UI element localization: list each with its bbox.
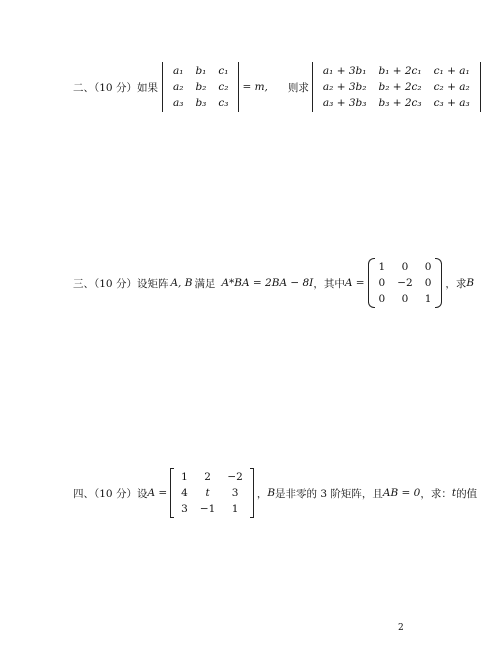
- cell: c₃: [218, 97, 229, 109]
- cell: −2: [227, 471, 243, 483]
- ab-zero: AB = 0: [382, 487, 421, 499]
- cell: a₃ + 3b₃: [322, 97, 367, 109]
- cell: 0: [424, 261, 432, 273]
- cell: 3: [181, 503, 188, 515]
- find: ，求：: [420, 487, 452, 500]
- cell: 1: [181, 471, 188, 483]
- cell: b₂ + 2c₂: [378, 81, 422, 93]
- problem-3: [73, 258, 474, 308]
- cell: 0: [378, 277, 386, 289]
- cell: b₂: [195, 81, 207, 93]
- cell: b₃ + 2c₃: [378, 97, 422, 109]
- vars-ab: A, B: [170, 277, 193, 289]
- cell: 1: [378, 261, 386, 273]
- equation: A*BA = 2BA − 8I: [221, 277, 314, 289]
- is-nonzero: 是非零的 3 阶矩阵，且: [275, 487, 383, 500]
- problem-4: [73, 468, 477, 518]
- cell: 1: [231, 503, 239, 515]
- equals-m: = m,: [242, 81, 268, 93]
- var-b: B: [267, 487, 276, 499]
- matrix-a-table: [373, 259, 438, 307]
- determinant-2: [312, 62, 481, 112]
- cell: 0: [424, 277, 432, 289]
- matrix-a-table: [175, 469, 249, 517]
- problem-4-label: 四、（10 分）设: [73, 487, 148, 500]
- cell: −2: [397, 277, 413, 289]
- cell: c₂ + a₂: [433, 81, 470, 93]
- determinant-2-table: [317, 63, 476, 111]
- cell: 0: [401, 261, 409, 273]
- page-number: 2: [398, 623, 404, 633]
- target-b: B: [466, 277, 475, 289]
- find: ，求: [445, 277, 467, 290]
- cell: a₂ + 3b₂: [322, 81, 367, 93]
- var-t: t: [451, 487, 457, 499]
- cell: c₁ + a₁: [433, 65, 470, 77]
- problem-2: [73, 62, 484, 112]
- problem-2-label: 二、（10 分）如果: [73, 81, 158, 94]
- cell: c₂: [218, 81, 229, 93]
- cell: 3: [231, 487, 239, 499]
- comma: ，: [256, 487, 268, 500]
- cell: 1: [424, 293, 432, 305]
- cell: b₁ + 2c₁: [378, 65, 422, 77]
- cell: t: [205, 487, 210, 499]
- cell: c₁: [218, 65, 229, 77]
- cell: a₂: [172, 81, 184, 93]
- cell: 0: [401, 293, 409, 305]
- cell: a₁: [172, 65, 184, 77]
- matrix-a: [368, 258, 443, 308]
- determinant-1-table: [167, 63, 235, 111]
- cell: 2: [204, 471, 211, 483]
- cell: c₃ + a₃: [433, 97, 470, 109]
- value-of: 的值: [456, 487, 478, 500]
- where: ，其中: [313, 277, 345, 290]
- then-find: 则求: [287, 81, 309, 94]
- satisfies: 满足: [194, 277, 216, 290]
- determinant-1: [162, 62, 240, 112]
- matrix-a: [170, 468, 254, 518]
- cell: 0: [378, 293, 386, 305]
- problem-3-label: 三、（10 分）设矩阵: [73, 277, 169, 290]
- cell: a₃: [172, 97, 184, 109]
- cell: a₁ + 3b₁: [322, 65, 367, 77]
- cell: b₃: [195, 97, 207, 109]
- cell: −1: [199, 503, 216, 515]
- cell: 4: [181, 487, 188, 499]
- cell: b₁: [195, 65, 207, 77]
- a-equals: A =: [147, 487, 168, 499]
- a-equals: A =: [344, 277, 365, 289]
